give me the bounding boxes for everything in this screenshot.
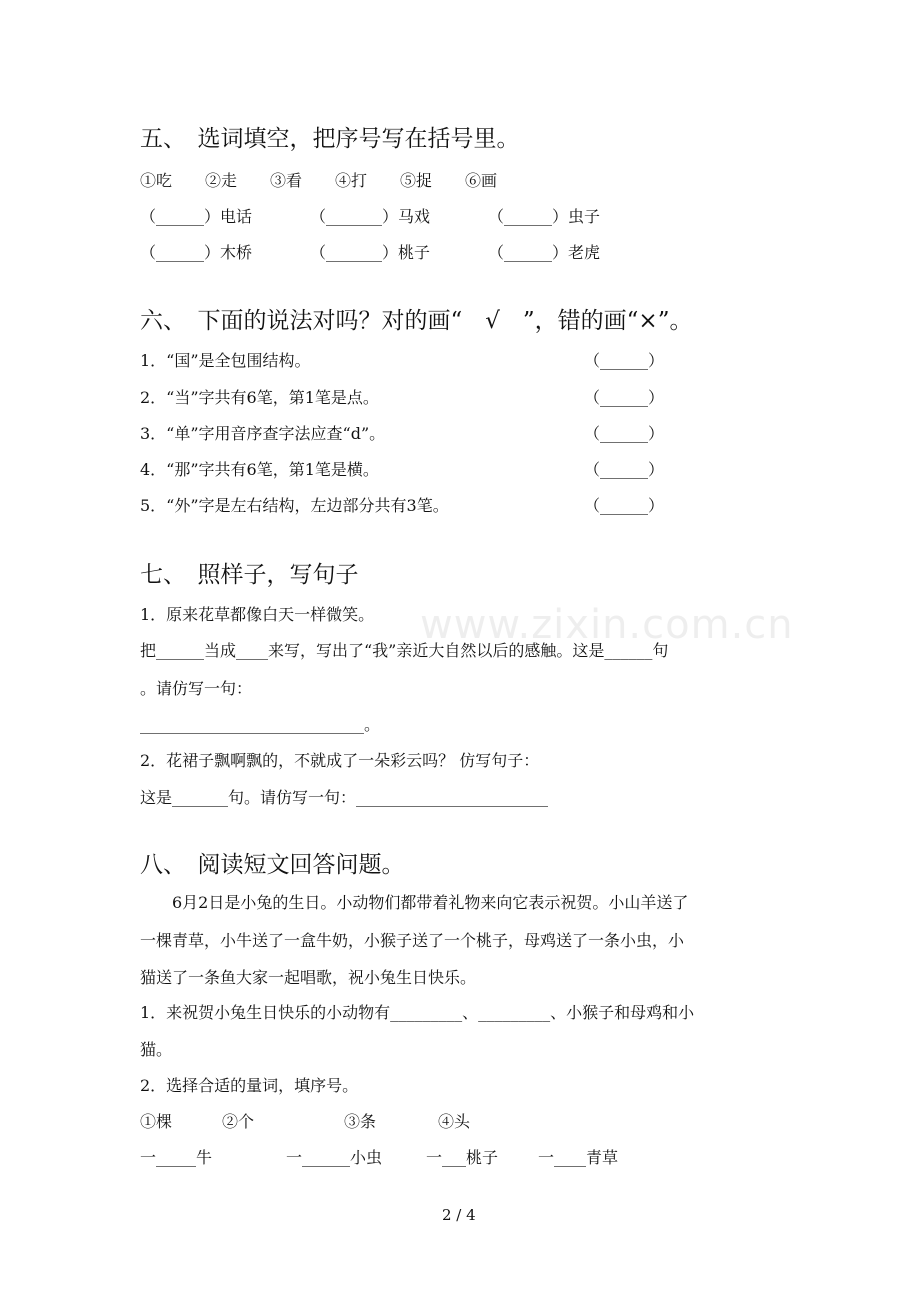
- s5-blank-2[interactable]: （_______）马戏: [310, 207, 431, 226]
- s8-q2-blank-3[interactable]: 一___桃子: [426, 1148, 499, 1167]
- s6-item-2: 2．“当”字共有6笔，第1笔是点。: [140, 388, 379, 407]
- s8-paragraph-line-1: 6月2日是小兔的生日。小动物们都带着礼物来向它表示祝贺。小山羊送了: [140, 893, 689, 912]
- page-number: 2 / 4: [442, 1206, 476, 1224]
- s8-q1-line-2: 猫。: [140, 1040, 173, 1059]
- s6-answer-1[interactable]: （______）: [584, 351, 665, 370]
- s5-option-6: ⑥画: [465, 171, 498, 190]
- s8-q2-option-1: ①棵: [140, 1112, 173, 1131]
- s8-paragraph-line-3: 猫送了一条鱼大家一起唱歌，祝小兔生日快乐。: [140, 968, 477, 987]
- s5-blank-6[interactable]: （______）老虎: [488, 243, 601, 262]
- s7-q1-line-1[interactable]: 把______当成____来写，写出了“我”亲近大自然以后的感触。这是______句: [140, 641, 669, 660]
- s8-q2-blank-4[interactable]: 一____青草: [538, 1148, 619, 1167]
- s7-question-2: 2．花裙子飘啊飘的，不就成了一朵彩云吗？ 仿写句子：: [140, 751, 540, 770]
- s6-item-4: 4．“那”字共有6笔，第1笔是横。: [140, 460, 379, 479]
- s5-blank-5[interactable]: （_______）桃子: [310, 243, 431, 262]
- s5-blank-4[interactable]: （______）木桥: [140, 243, 253, 262]
- section-8-title: 八、 阅读短文回答问题。: [140, 852, 405, 878]
- s6-answer-4[interactable]: （______）: [584, 460, 665, 479]
- s8-q2-blank-1[interactable]: 一_____牛: [140, 1148, 213, 1167]
- s7-q1-answer-line[interactable]: ____________________________。: [140, 715, 381, 734]
- section-7-title: 七、 照样子，写句子: [140, 562, 359, 588]
- s6-item-5: 5．“外”字是左右结构，左边部分共有3笔。: [140, 496, 449, 515]
- s6-answer-5[interactable]: （______）: [584, 496, 665, 515]
- s6-item-3: 3．“单”字用音序查字法应查“d”。: [140, 424, 386, 443]
- s6-item-1: 1．“国”是全包围结构。: [140, 351, 311, 370]
- s5-option-1: ①吃: [140, 171, 173, 190]
- section-5-title: 五、 选词填空，把序号写在括号里。: [140, 126, 520, 152]
- s5-option-2: ②走: [205, 171, 238, 190]
- s5-option-4: ④打: [335, 171, 368, 190]
- s7-q1-line-2: 。请仿写一句：: [140, 679, 253, 698]
- s6-answer-3[interactable]: （______）: [584, 424, 665, 443]
- s8-q2-option-4: ④头: [438, 1112, 471, 1131]
- s8-q1-line-1[interactable]: 1．来祝贺小兔生日快乐的小动物有_________、_________、小猴子和母鸡和小: [140, 1003, 695, 1022]
- s7-question-1: 1．原来花草都像白天一样微笑。: [140, 605, 375, 624]
- section-6-title: 六、 下面的说法对吗？对的画“ √ ”，错的画“×”。: [140, 308, 693, 334]
- s5-blank-3[interactable]: （______）虫子: [488, 207, 601, 226]
- s7-q2-answer-line[interactable]: 这是_______句。请仿写一句：________________________: [140, 788, 549, 807]
- s6-answer-2[interactable]: （______）: [584, 388, 665, 407]
- s8-paragraph-line-2: 一棵青草，小牛送了一盒牛奶，小猴子送了一个桃子，母鸡送了一条小虫，小: [140, 931, 685, 950]
- s8-q2-option-2: ②个: [222, 1112, 255, 1131]
- watermark: www.zixin.com.cn: [420, 602, 794, 648]
- s8-q2-blank-2[interactable]: 一______小虫: [286, 1148, 383, 1167]
- s8-q2-option-3: ③条: [344, 1112, 377, 1131]
- s5-option-5: ⑤捉: [400, 171, 433, 190]
- s5-option-3: ③看: [270, 171, 303, 190]
- s8-question-2: 2．选择合适的量词，填序号。: [140, 1076, 359, 1095]
- s5-blank-1[interactable]: （______）电话: [140, 207, 253, 226]
